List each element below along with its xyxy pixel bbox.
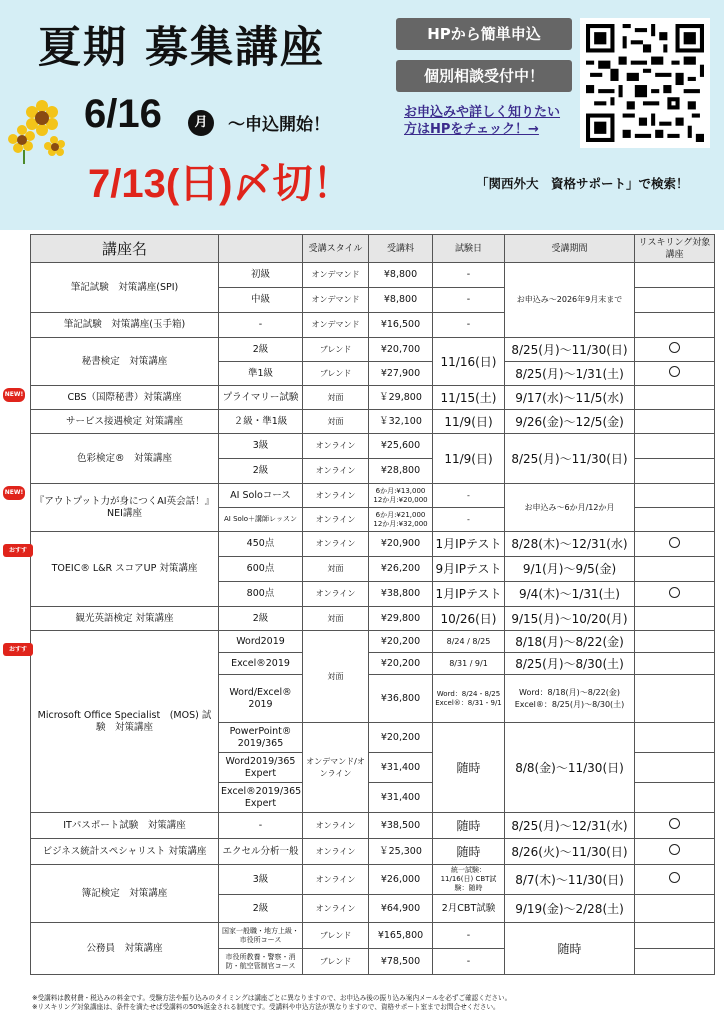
level: 2級 [219,895,303,923]
table-row [31,923,715,949]
level: 市役所教養・警察・消防・航空管制官コース [219,949,303,975]
period: 9/26(金)〜12/5(金) [505,410,635,434]
reskill [635,459,715,484]
fee: ¥29,800 [369,607,433,631]
table-row [31,839,715,865]
qr-code[interactable] [580,18,710,148]
exam: 11/9(日) [433,434,505,484]
style: オンライン [303,508,369,532]
fee: ¥8,800 [369,288,433,313]
circle-mark-icon [669,537,680,548]
reskill [635,434,715,459]
exam: 随時 [433,839,505,865]
style: ブレンド [303,338,369,362]
exam: 11/16(日) [433,338,505,386]
course-table [4,234,715,975]
exam: 統一試験：11/16(日) CBT試験：随時 [433,865,505,895]
header-exam: 試験日 [433,235,505,263]
exam: 8/31 / 9/1 [433,653,505,675]
fee: ¥78,500 [369,949,433,975]
table-row [31,813,715,839]
reskill [635,508,715,532]
fee: ¥28,800 [369,459,433,484]
table-row [31,263,715,288]
style: 対面 [303,410,369,434]
course-name: 筆記試験 対策講座(SPI) [31,263,219,313]
reskill [635,783,715,813]
level: エクセル分析一般 [219,839,303,865]
style: オンライン [303,865,369,895]
level: AI Soloコース [219,484,303,508]
fee: ¥20,700 [369,338,433,362]
level: 中級 [219,288,303,313]
style: 対面 [303,386,369,410]
recommend-badge: おすすめ！ [3,643,33,656]
exam: - [433,288,505,313]
fee: ¥20,200 [369,653,433,675]
deadline-text: 7/13(日)〆切！ [88,162,353,206]
style: オンデマンド/オンライン [303,723,369,813]
table-row [31,410,715,434]
reskill [635,631,715,653]
style: オンライン [303,582,369,607]
style: 対面 [303,557,369,582]
period: 8/26(火)〜11/30(日) [505,839,635,865]
fee: ¥38,500 [369,813,433,839]
reskill [635,532,715,557]
fee: 6か月:¥13,000 12か月:¥20,000 [369,484,433,508]
reskill [635,362,715,386]
header-banner [0,0,724,230]
style: オンライン [303,895,369,923]
exam: 11/9(日) [433,410,505,434]
reskill [635,839,715,865]
period: お申込み〜2026年9月末まで [505,263,635,338]
apply-online-button[interactable]: HPから簡単申込 [396,18,572,50]
circle-mark-icon [669,366,680,377]
level: Word2019 [219,631,303,653]
level: 2級 [219,338,303,362]
fee: ¥26,000 [369,865,433,895]
reskill [635,338,715,362]
exam: 9月IPテスト [433,557,505,582]
period: 8/25(月)〜12/31(水) [505,813,635,839]
level: 3級 [219,865,303,895]
footnote-fee: ※受講料は教材費・税込みの料金です。受験方法や振り込みのタイミングは講座ごとに異なりますので、お申込み後の振り込み案内メールを必ずご確認ください。 [32,994,512,1002]
qr-code-icon [586,24,704,142]
reskill [635,313,715,338]
level: 初級 [219,263,303,288]
style: オンライン [303,839,369,865]
style: 対面 [303,631,369,723]
style: オンライン [303,434,369,459]
circle-mark-icon [669,342,680,353]
circle-mark-icon [669,844,680,855]
recommend-badge: おすすめ！ [3,544,33,557]
reskill [635,865,715,895]
level: PowerPoint® 2019/365 [219,723,303,753]
course-name-text: CBS（国際秘書）対策講座 [67,391,182,403]
course-name: 観光英語検定 対策講座 [31,607,219,631]
fee: ¥64,900 [369,895,433,923]
style: ブレンド [303,949,369,975]
period: 9/15(月)〜10/20(月) [505,607,635,631]
course-name: 筆記試験 対策講座(玉手箱) [31,313,219,338]
fee: 6か月:¥21,000 12か月:¥32,000 [369,508,433,532]
circle-mark-icon [669,587,680,598]
exam: - [433,949,505,975]
table-row [31,434,715,459]
reskill [635,895,715,923]
exam: 2月CBT試験 [433,895,505,923]
style: オンライン [303,532,369,557]
consultation-badge: 個別相談受付中！ [396,60,572,92]
exam: - [433,313,505,338]
reskill [635,653,715,675]
exam: - [433,263,505,288]
level: - [219,813,303,839]
table-row [31,338,715,362]
header-reskill: リスキリング対象講座 [635,235,715,263]
header-period: 受講期間 [505,235,635,263]
reskill [635,813,715,839]
reskill [635,753,715,783]
reskill [635,288,715,313]
reskill [635,675,715,723]
table-row [31,484,715,508]
header-level [219,235,303,263]
fee: ￥32,100 [369,410,433,434]
style: オンライン [303,459,369,484]
fee: ¥26,200 [369,557,433,582]
exam: 1月IPテスト [433,582,505,607]
table-row [31,631,715,653]
fee: ¥16,500 [369,313,433,338]
course-name [4,386,219,410]
table-row [31,532,715,557]
level: Excel®2019 [219,653,303,675]
fee: ¥20,900 [369,532,433,557]
period: 8/7(木)〜11/30(日) [505,865,635,895]
reskill [635,386,715,410]
course-name: ビジネス統計スペシャリスト 対策講座 [31,839,219,865]
circle-mark-icon [669,818,680,829]
table-row [31,386,715,410]
level: 2級 [219,607,303,631]
level: 2級 [219,459,303,484]
exam: 10/26(日) [433,607,505,631]
fee: ¥36,800 [369,675,433,723]
fee: ¥31,400 [369,783,433,813]
fee: ¥20,200 [369,631,433,653]
level: AI Solo＋講師レッスン [219,508,303,532]
start-text: 〜申込開始！ [228,115,330,135]
exam: 随時 [433,813,505,839]
fee: ¥25,600 [369,434,433,459]
exam: Word：8/24・8/25 Excel®：8/31・9/1 [433,675,505,723]
hp-link[interactable]: お申込みや詳しく知りたい方はHPをチェック！→ [404,105,561,137]
period: 9/1(月)〜9/5(金) [505,557,635,582]
exam: 随時 [433,723,505,813]
period: 随時 [505,923,635,975]
header-course: 講座名 [31,235,219,263]
course-name [8,532,219,607]
style: オンライン [303,484,369,508]
period: 8/28(木)〜12/31(水) [505,532,635,557]
course-name: 秘書検定 対策講座 [31,338,219,386]
reskill [635,607,715,631]
table-row [31,865,715,895]
reskill [635,723,715,753]
exam: 1月IPテスト [433,532,505,557]
level: ２級・準1級 [219,410,303,434]
period: 8/18(月)〜8/22(金) [505,631,635,653]
period: 8/25(月)〜8/30(土) [505,653,635,675]
course-name [4,484,219,532]
exam: - [433,508,505,532]
reskill [635,582,715,607]
level: 450点 [219,532,303,557]
exam: - [433,923,505,949]
level: Excel®2019/365 Expert [219,783,303,813]
reskill [635,949,715,975]
page-title: 夏期 募集講座 [38,23,325,73]
period: 8/25(月)〜11/30(日) [505,434,635,484]
circle-mark-icon [669,872,680,883]
course-name: 公務員 対策講座 [31,923,219,975]
fee: ¥31,400 [369,753,433,783]
level: 800点 [219,582,303,607]
period: 8/25(月)〜11/30(日) [505,338,635,362]
style: ブレンド [303,923,369,949]
reskill [635,557,715,582]
period: 9/17(水)〜11/5(水) [505,386,635,410]
header-style: 受講スタイル [303,235,369,263]
reskill [635,410,715,434]
level: 600点 [219,557,303,582]
fee: ￥25,300 [369,839,433,865]
course-name-text: 『アウトプット力が身につくAI英会話！』NEI講座 [34,495,215,519]
course-name: ITパスポート試験 対策講座 [31,813,219,839]
level: Word2019/365 Expert [219,753,303,783]
reskill [635,484,715,508]
table-row [31,607,715,631]
fee: ¥165,800 [369,923,433,949]
level: 3級 [219,434,303,459]
style: ブレンド [303,362,369,386]
period: 9/19(金)〜2/28(土) [505,895,635,923]
style: 対面 [303,607,369,631]
level: - [219,313,303,338]
level: Word/Excel® 2019 [219,675,303,723]
level: 国家一般職・地方上級・市役所コース [219,923,303,949]
reskill [635,923,715,949]
table-header-row [31,235,715,263]
period: Word：8/18(月)〜8/22(金) Excel®：8/25(月)〜8/30(土) [505,675,635,723]
exam: 11/15(土) [433,386,505,410]
fee: ¥38,800 [369,582,433,607]
course-name-text: TOEIC® L&R スコアUP 対策講座 [51,563,198,574]
course-name: 簿記検定 対策講座 [31,865,219,923]
start-day-badge: 月 [188,110,214,136]
style: オンデマンド [303,313,369,338]
course-name [8,631,219,813]
sunflower-icon [8,92,70,164]
course-name-text: Microsoft Office Specialist (MOS) 試験 対策講座 [37,709,212,733]
course-name: サービス接遇検定 対策講座 [31,410,219,434]
course-name: 色彩検定® 対策講座 [31,434,219,484]
level: 準1級 [219,362,303,386]
fee: ￥29,800 [369,386,433,410]
style: オンデマンド [303,288,369,313]
style: オンライン [303,813,369,839]
footnote-reskill: ※リスキリング対象講座は、条件を満たせば受講料の50%返金される制度です。受講料や申込方法が異なりますので、資格サポート室までお問合せください。 [32,1003,500,1011]
period: 8/8(金)〜11/30(日) [505,723,635,813]
fee: ¥8,800 [369,263,433,288]
start-date: 6/16 [84,92,162,136]
header-fee: 受講料 [369,235,433,263]
footnotes [32,994,722,1012]
fee: ¥27,900 [369,362,433,386]
exam: 8/24 / 8/25 [433,631,505,653]
period: 9/4(木)〜1/31(土) [505,582,635,607]
search-hint: 「関西外大 資格サポート」で検索！ [476,176,689,191]
period: お申込み〜6か月/12か月 [505,484,635,532]
reskill [635,263,715,288]
exam: - [433,484,505,508]
new-badge: NEW! [3,388,25,402]
new-badge: NEW! [3,486,25,500]
fee: ¥20,200 [369,723,433,753]
period: 8/25(月)〜1/31(土) [505,362,635,386]
style: オンデマンド [303,263,369,288]
level: プライマリー試験 [219,386,303,410]
